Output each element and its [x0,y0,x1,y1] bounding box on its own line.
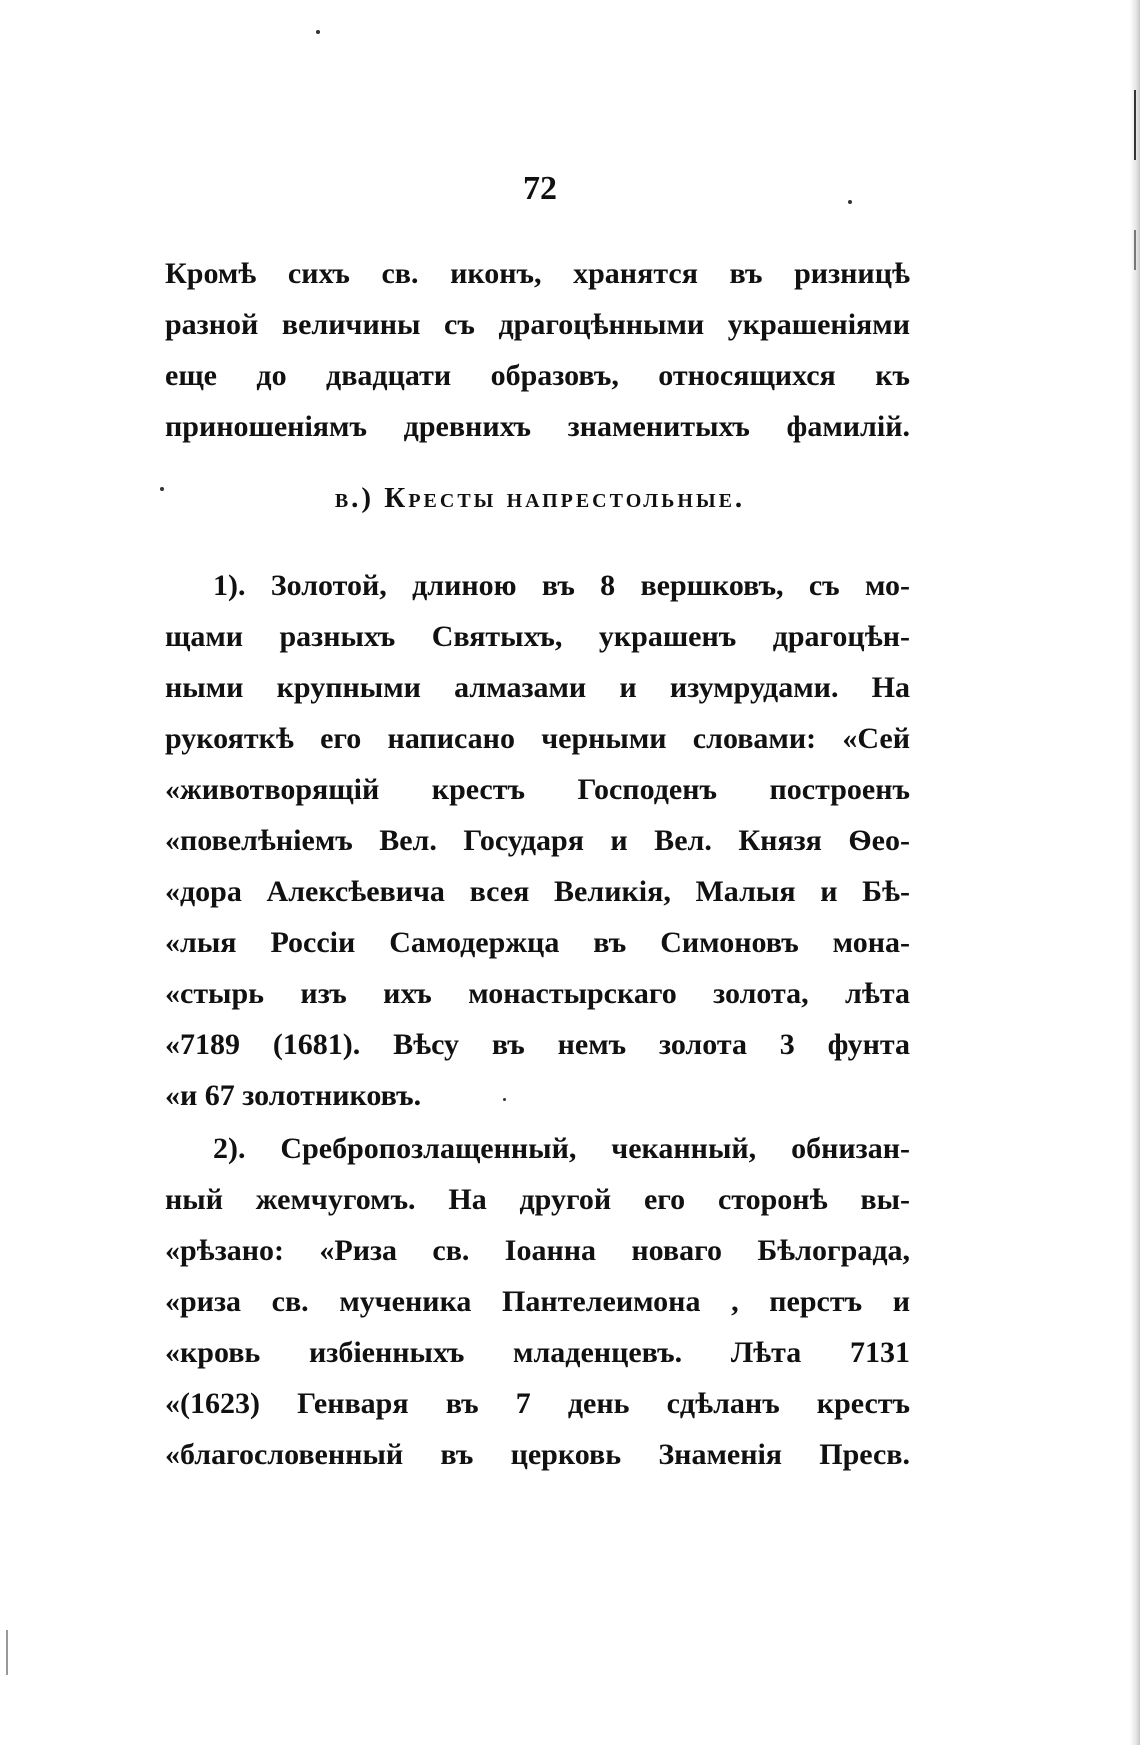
text-line: рукояткѣ его написано черными словами: «Сей [165,722,910,755]
text-line: «дора Алексѣевича всея Великія, Малыя и Бѣ- [165,875,910,908]
text-line: «риза св. мученика Пантелеимона , перстъ и [165,1285,910,1318]
text-line: «7189 (1681). Вѣсу въ немъ золота 3 фунта [165,1028,910,1061]
text-line: «лыя Россіи Самодержца въ Симоновъ мона- [165,926,910,959]
page-number: 72 [523,170,557,207]
text-line: разной величины съ драгоцѣнными украшеніями [165,308,910,341]
scan-speck [316,30,320,34]
text-line: «кровь избіенныхъ младенцевъ. Лѣта 7131 [165,1336,910,1369]
text-line: ными крупными алмазами и изумрудами. На [165,671,910,704]
intro-paragraph [165,248,910,452]
item-2-paragraph [165,1123,910,1480]
text-line: щами разныхъ Святыхъ, украшенъ драгоцѣн- [165,620,910,653]
text-line: «(1623) Генваря въ 7 день сдѣланъ крестъ [165,1387,910,1420]
text-line: «стырь изъ ихъ монастырскаго золота, лѣта [165,977,910,1010]
text-line: Кромѣ сихъ св. иконъ, хранятся въ ризницѣ [165,257,910,290]
text-line: приношеніямъ древнихъ знаменитыхъ фамилій. [165,410,910,443]
scan-edge-mark [1134,230,1136,270]
scan-edge-mark [6,1630,8,1675]
section-heading: b.) Кресты напрестольные. [334,482,746,514]
text-line: «и 67 золотниковъ. [165,1079,422,1112]
text-line: «благословенный въ церковь Знаменія Пресв. [165,1438,910,1471]
text-line: ный жемчугомъ. На другой его сторонѣ вы- [165,1183,910,1216]
text-line: «животворящій крестъ Господенъ построенъ [165,773,910,806]
text-line: 2). Сребропозлащенный, чеканный, обнизан- [213,1132,910,1165]
text-line: «повелѣніемъ Вел. Государя и Вел. Князя Ѳео- [165,824,910,857]
text-line: «рѣзано: «Риза св. Іоанна новаго Бѣлограда, [165,1234,910,1267]
item-1-paragraph [165,560,910,1121]
scan-edge-mark [1134,90,1136,160]
text-line: еще до двадцати образовъ, относящихся къ [165,359,910,392]
text-line: 1). Золотой, длиною въ 8 вершковъ, съ мо- [213,569,910,602]
